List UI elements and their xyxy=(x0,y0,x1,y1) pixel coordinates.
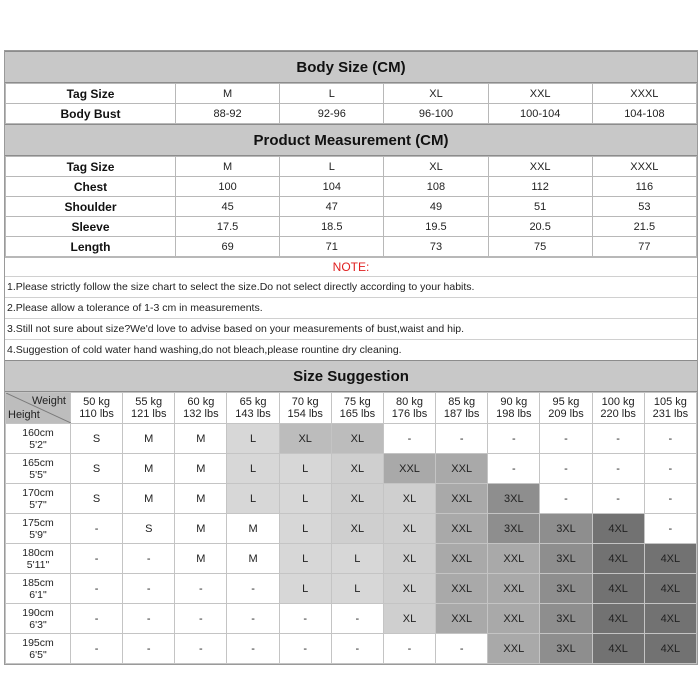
size-suggestion-row xyxy=(6,454,697,484)
product-measurement-cell: XXL xyxy=(488,157,592,177)
size-cell: L xyxy=(279,514,331,544)
weight-kg: 50 kg xyxy=(83,396,111,408)
product-measurement-row-label: Chest xyxy=(6,177,176,197)
height-header xyxy=(6,544,71,574)
size-cell: L xyxy=(279,544,331,574)
size-cell: XXL xyxy=(436,484,488,514)
weight-kg: 95 kg xyxy=(552,396,580,408)
product-measurement-row xyxy=(6,177,697,197)
size-cell: 3XL xyxy=(488,514,540,544)
size-cell: S xyxy=(71,454,123,484)
size-cell: - xyxy=(227,574,279,604)
body-size-row xyxy=(6,104,697,124)
size-suggestion-row xyxy=(6,484,697,514)
height-ft: 6'5" xyxy=(29,648,47,661)
weight-kg: 70 kg xyxy=(291,396,319,408)
size-cell: L xyxy=(227,424,279,454)
size-cell: 4XL xyxy=(592,574,644,604)
weight-kg: 85 kg xyxy=(448,396,476,408)
product-measurement-row xyxy=(6,217,697,237)
size-cell: - xyxy=(644,514,696,544)
product-measurement-cell: 53 xyxy=(592,197,696,217)
size-cell: XL xyxy=(383,604,435,634)
product-measurement-row-label: Sleeve xyxy=(6,217,176,237)
size-cell: - xyxy=(227,604,279,634)
body-size-title: Body Size (CM) xyxy=(5,51,697,83)
weight-header xyxy=(71,393,123,424)
size-cell: - xyxy=(71,544,123,574)
height-header xyxy=(6,484,71,514)
size-suggestion-row xyxy=(6,544,697,574)
weight-header xyxy=(123,393,175,424)
size-cell: - xyxy=(383,634,435,664)
size-cell: - xyxy=(71,604,123,634)
size-cell: L xyxy=(279,574,331,604)
size-cell: - xyxy=(644,454,696,484)
notes-title: NOTE: xyxy=(332,260,370,274)
size-cell: XL xyxy=(383,514,435,544)
product-measurement-cell: 104 xyxy=(280,177,384,197)
weight-lbs: 143 lbs xyxy=(235,408,271,420)
height-header xyxy=(6,424,71,454)
size-cell: - xyxy=(540,424,592,454)
size-cell: M xyxy=(175,544,227,574)
size-cell: - xyxy=(592,484,644,514)
size-cell: - xyxy=(592,454,644,484)
size-cell: - xyxy=(279,604,331,634)
size-suggestion-row xyxy=(6,424,697,454)
size-cell: - xyxy=(592,424,644,454)
weight-header xyxy=(383,393,435,424)
size-cell: - xyxy=(227,634,279,664)
size-cell: 3XL xyxy=(488,484,540,514)
weight-header xyxy=(540,393,592,424)
height-header xyxy=(6,454,71,484)
size-cell: M xyxy=(123,424,175,454)
size-cell: - xyxy=(331,604,383,634)
size-cell: XL xyxy=(331,424,383,454)
size-suggestion-title: Size Suggestion xyxy=(5,360,697,392)
product-measurement-row xyxy=(6,237,697,257)
size-cell: - xyxy=(436,424,488,454)
size-cell: 3XL xyxy=(540,604,592,634)
weight-kg: 75 kg xyxy=(343,396,371,408)
product-measurement-cell: 108 xyxy=(384,177,488,197)
product-measurement-cell: 47 xyxy=(280,197,384,217)
height-cm: 175cm xyxy=(22,516,54,529)
size-cell: S xyxy=(71,424,123,454)
size-cell: XL xyxy=(383,544,435,574)
body-size-row-label: Tag Size xyxy=(6,84,176,104)
weight-lbs: 198 lbs xyxy=(496,408,532,420)
size-cell: XXL xyxy=(436,544,488,574)
height-cm: 180cm xyxy=(22,546,54,559)
size-cell: L xyxy=(279,484,331,514)
product-measurement-cell: 77 xyxy=(592,237,696,257)
body-size-row xyxy=(6,84,697,104)
product-measurement-cell: 71 xyxy=(280,237,384,257)
size-suggestion-row xyxy=(6,604,697,634)
body-size-cell: XXL xyxy=(488,84,592,104)
size-cell: - xyxy=(540,454,592,484)
weight-kg: 90 kg xyxy=(500,396,528,408)
size-cell: 3XL xyxy=(540,574,592,604)
size-suggestion-row xyxy=(6,574,697,604)
size-cell: XXL xyxy=(436,514,488,544)
size-cell: 3XL xyxy=(540,544,592,574)
size-cell: M xyxy=(123,484,175,514)
note-item: 2.Please allow a tolerance of 1-3 cm in measurements. xyxy=(5,297,697,318)
body-size-cell: L xyxy=(280,84,384,104)
product-measurement-cell: 112 xyxy=(488,177,592,197)
height-ft: 6'3" xyxy=(29,618,47,631)
height-header xyxy=(6,634,71,664)
product-measurement-cell: 19.5 xyxy=(384,217,488,237)
weight-lbs: 154 lbs xyxy=(287,408,323,420)
size-cell: - xyxy=(540,484,592,514)
product-measurement-cell: 20.5 xyxy=(488,217,592,237)
weight-lbs: 231 lbs xyxy=(652,408,689,420)
size-cell: - xyxy=(123,634,175,664)
product-measurement-cell: 69 xyxy=(176,237,280,257)
size-cell: M xyxy=(175,454,227,484)
size-cell: XXL xyxy=(488,574,540,604)
corner-height-label: Height xyxy=(8,409,40,421)
size-cell: - xyxy=(383,424,435,454)
product-measurement-table xyxy=(5,156,697,257)
size-cell: - xyxy=(71,574,123,604)
weight-header xyxy=(227,393,279,424)
weight-lbs: 121 lbs xyxy=(130,408,167,420)
product-measurement-row-label: Length xyxy=(6,237,176,257)
size-cell: - xyxy=(71,634,123,664)
height-cm: 190cm xyxy=(22,606,54,619)
height-header xyxy=(6,514,71,544)
size-cell: - xyxy=(644,424,696,454)
height-cm: 170cm xyxy=(22,486,54,499)
weight-kg: 80 kg xyxy=(396,396,423,408)
size-cell: XL xyxy=(331,514,383,544)
size-cell: XL xyxy=(279,424,331,454)
height-cm: 160cm xyxy=(22,426,54,439)
weight-header xyxy=(436,393,488,424)
size-cell: L xyxy=(227,484,279,514)
size-cell: 4XL xyxy=(644,544,696,574)
height-ft: 5'9" xyxy=(29,528,47,541)
weight-header xyxy=(175,393,227,424)
size-cell: - xyxy=(488,424,540,454)
body-size-cell: 96-100 xyxy=(384,104,488,124)
product-measurement-cell: XXXL xyxy=(592,157,696,177)
weight-lbs: 209 lbs xyxy=(548,408,584,420)
size-cell: 4XL xyxy=(592,634,644,664)
product-measurement-cell: 100 xyxy=(176,177,280,197)
size-cell: - xyxy=(175,574,227,604)
product-measurement-cell: M xyxy=(176,157,280,177)
size-cell: 4XL xyxy=(644,634,696,664)
size-cell: M xyxy=(227,544,279,574)
weight-header xyxy=(279,393,331,424)
size-cell: - xyxy=(123,544,175,574)
size-cell: XL xyxy=(383,574,435,604)
product-measurement-cell: L xyxy=(280,157,384,177)
size-cell: 4XL xyxy=(644,604,696,634)
product-measurement-cell: 51 xyxy=(488,197,592,217)
weight-kg: 105 kg xyxy=(653,396,687,408)
product-measurement-cell: 116 xyxy=(592,177,696,197)
size-cell: - xyxy=(488,454,540,484)
size-cell: - xyxy=(123,604,175,634)
size-cell: 4XL xyxy=(592,604,644,634)
size-cell: L xyxy=(331,544,383,574)
size-cell: L xyxy=(331,574,383,604)
size-cell: - xyxy=(71,514,123,544)
body-size-cell: 104-108 xyxy=(592,104,696,124)
weight-header xyxy=(644,393,696,424)
size-cell: - xyxy=(175,604,227,634)
body-size-table xyxy=(5,83,697,124)
weight-kg: 100 kg xyxy=(601,396,635,408)
size-cell: L xyxy=(279,454,331,484)
product-measurement-cell: 49 xyxy=(384,197,488,217)
weight-lbs: 110 lbs xyxy=(79,408,114,420)
product-measurement-cell: 73 xyxy=(384,237,488,257)
size-cell: M xyxy=(175,424,227,454)
weight-lbs: 220 lbs xyxy=(600,408,636,420)
size-cell: - xyxy=(331,634,383,664)
height-ft: 5'11" xyxy=(26,558,50,571)
weight-kg: 65 kg xyxy=(239,396,267,408)
note-item: 1.Please strictly follow the size chart to select the size.Do not select directly according to your habits. xyxy=(5,276,697,297)
size-cell: 4XL xyxy=(644,574,696,604)
height-header xyxy=(6,604,71,634)
body-size-row-label: Body Bust xyxy=(6,104,176,124)
weight-header xyxy=(331,393,383,424)
weight-kg: 60 kg xyxy=(187,396,215,408)
product-measurement-cell: 75 xyxy=(488,237,592,257)
size-cell: - xyxy=(436,634,488,664)
size-cell: M xyxy=(123,454,175,484)
size-cell: 4XL xyxy=(592,544,644,574)
size-cell: XL xyxy=(331,484,383,514)
height-ft: 5'5" xyxy=(29,468,47,481)
note-item: 4.Suggestion of cold water hand washing,do not bleach,please rountine dry cleaning. xyxy=(5,339,697,360)
size-cell: XXL xyxy=(436,454,488,484)
body-size-cell: M xyxy=(176,84,280,104)
size-cell: - xyxy=(175,634,227,664)
weight-header xyxy=(488,393,540,424)
product-measurement-cell: XL xyxy=(384,157,488,177)
body-size-cell: 100-104 xyxy=(488,104,592,124)
size-cell: XXL xyxy=(436,604,488,634)
height-ft: 5'2" xyxy=(29,438,47,451)
height-ft: 6'1" xyxy=(29,588,47,601)
size-suggestion-row xyxy=(6,514,697,544)
product-measurement-cell: 45 xyxy=(176,197,280,217)
corner-weight-label: Weight xyxy=(31,395,66,407)
weight-lbs: 165 lbs xyxy=(339,408,376,420)
height-header xyxy=(6,574,71,604)
size-cell: XXL xyxy=(488,604,540,634)
size-cell: S xyxy=(123,514,175,544)
body-size-cell: XXXL xyxy=(592,84,696,104)
body-size-cell: 88-92 xyxy=(176,104,280,124)
product-measurement-row-label: Tag Size xyxy=(6,157,176,177)
size-cell: - xyxy=(123,574,175,604)
height-ft: 5'7" xyxy=(29,498,47,511)
size-chart xyxy=(4,50,698,665)
weight-height-corner xyxy=(6,393,71,424)
size-cell: S xyxy=(71,484,123,514)
product-measurement-cell: 17.5 xyxy=(176,217,280,237)
product-measurement-cell: 21.5 xyxy=(592,217,696,237)
product-measurement-row xyxy=(6,197,697,217)
size-cell: 3XL xyxy=(540,514,592,544)
size-cell: 4XL xyxy=(592,514,644,544)
size-cell: XXL xyxy=(383,454,435,484)
weight-lbs: 176 lbs xyxy=(391,408,428,420)
product-measurement-cell: 18.5 xyxy=(280,217,384,237)
product-measurement-title: Product Measurement (CM) xyxy=(5,124,697,156)
weight-lbs: 132 lbs xyxy=(183,408,219,420)
body-size-cell: XL xyxy=(384,84,488,104)
height-cm: 185cm xyxy=(22,576,54,589)
size-cell: XXL xyxy=(436,574,488,604)
size-suggestion-row xyxy=(6,634,697,664)
product-measurement-row-label: Shoulder xyxy=(6,197,176,217)
height-cm: 195cm xyxy=(22,636,54,649)
size-cell: XL xyxy=(331,454,383,484)
height-cm: 165cm xyxy=(22,456,54,469)
size-cell: M xyxy=(175,484,227,514)
size-suggestion-table xyxy=(5,392,697,664)
size-cell: 3XL xyxy=(540,634,592,664)
weight-kg: 55 kg xyxy=(135,396,163,408)
note-item: 3.Still not sure about size?We'd love to advise based on your measurements of bust,waist and hip. xyxy=(5,318,697,339)
size-cell: XXL xyxy=(488,634,540,664)
weight-header xyxy=(592,393,644,424)
size-cell: M xyxy=(227,514,279,544)
size-cell: L xyxy=(227,454,279,484)
size-cell: XXL xyxy=(488,544,540,574)
weight-lbs: 187 lbs xyxy=(443,408,480,420)
notes-section xyxy=(5,257,697,360)
product-measurement-row xyxy=(6,157,697,177)
body-size-cell: 92-96 xyxy=(280,104,384,124)
size-cell: XL xyxy=(383,484,435,514)
size-cell: - xyxy=(279,634,331,664)
size-cell: M xyxy=(175,514,227,544)
size-cell: - xyxy=(644,484,696,514)
